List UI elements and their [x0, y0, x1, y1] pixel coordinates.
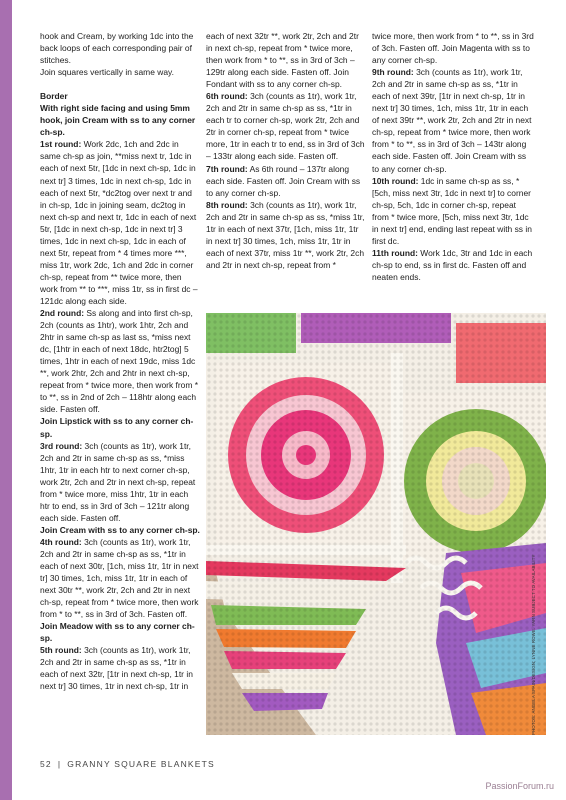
instruction-text: each of next 32tr **, work 2tr, 2ch and 2tr in next ch-sp, repeat from * twice more, then work from * to **, ss in 3rd of 3ch – 129tr along each side. Fasten off. Join Fondant with ss to any corner ch-sp. — [206, 31, 359, 90]
round-instruction — [206, 90, 366, 162]
round-label: 10th round: — [372, 175, 419, 186]
instruction-text: 3ch (counts as 1tr), work 1tr, 2ch and 2tr in same ch-sp as ss, *1tr in each tr to corner ch-sp, work 2tr, 2ch and 2tr in corner ch-sp, repeat from * twice more, 1tr in each tr to end, ss in 3rd of 3ch – 133tr along each side. Fasten off. — [206, 91, 365, 162]
round-label: 3rd round: — [40, 440, 83, 451]
instruction-paragraph — [40, 66, 200, 78]
instruction-text: 3ch (counts as 1tr), work 1tr, 2ch and 2tr in same ch-sp as ss, *miss 1tr, 1tr in each of next 37tr, [1ch, miss 1tr, 1tr in next tr] 30 times, 1ch, miss 1tr, 1tr in each of next 37tr, miss 1tr **, work 2tr, 2ch and 2tr in next ch-sp, repeat from * — [206, 199, 365, 270]
round-label: 11th round: — [372, 247, 418, 258]
round-label: 5th round: — [40, 645, 82, 656]
instruction-heading: Join Lipstick with ss to any corner ch-sp. — [40, 416, 194, 439]
instruction-text: 3ch (counts as 1tr), work 1tr, 2ch and 2tr in same ch-sp as ss, *1tr in each of next 39tr, [1tr in next ch-sp, 1tr in next tr] 30 times, 1ch, miss 1tr, 1tr in each of next 39tr **, work 2tr, 2ch and 2tr in next ch-sp, repeat from * twice more, then work from * to **, ss in 3rd of 3ch – 143tr along each side. Fasten off. Join Cream with ss to any corner ch-sp. — [372, 67, 532, 174]
photo-credit: PHOTOS: ANGELA SPAIN/DESIGN; LYNNE ROWE. YARN SUBJECT TO AVAILABILITY — [531, 554, 536, 735]
round-instruction — [40, 440, 200, 524]
page-footer — [40, 759, 215, 769]
instruction-text: 1dc in same ch-sp as ss, *[5ch, miss next 3tr, 1dc in next tr] to corner ch-sp, 5ch, 1dc in corner ch-sp, repeat from * twice more, [5ch, miss next 3tr, 1dc in next tr] end, ending last repeat with ss in first dc. — [372, 175, 532, 246]
side-color-bar — [0, 0, 12, 800]
instruction-heading: Join Meadow with ss to any corner ch-sp. — [40, 621, 195, 644]
instruction-text: Work 1dc, 3tr and 1dc in each ch-sp to end, ss in first dc. Fasten off and neaten ends. — [372, 247, 533, 282]
round-label: 1st round: — [40, 139, 82, 150]
instruction-text: twice more, then work from * to **, ss in 3rd of 3ch. Fasten off. Join Magenta with ss to any corner ch-sp. — [372, 31, 534, 66]
crochet-blanket-photo — [206, 313, 546, 735]
instruction-text: 3ch (counts as 1tr), work 1tr, 2ch and 2tr in same ch-sp as ss, *1tr in each of next 30tr, [1ch, miss 1tr, 1tr in next tr] 30 times, 1ch, miss 1tr, 1tr in each of next 30tr **, work 2tr, 2ch and 2tr in next ch-sp, repeat from * twice more, then work from * to **, ss in 3rd of 3ch. Fasten off. — [40, 536, 199, 620]
round-label: 9th round: — [372, 67, 414, 78]
round-instruction — [372, 66, 534, 174]
instruction-text: As 6th round – 137tr along each side. Fasten off. Join Cream with ss to any corner ch-sp. — [206, 163, 361, 198]
round-instruction — [40, 138, 200, 307]
text-column-2 — [206, 30, 366, 271]
instruction-text: 3ch (counts as 1tr), work 1tr, 2ch and 2tr in same ch-sp as ss, *miss 1htr, 1tr in each htr to next corner ch-sp, work 2tr, 2ch and 2tr in next ch-sp, repeat from * twice more, miss 1htr, 1tr in each htr to end, ss in 3rd of 3ch – 121tr along each side. Fasten off. — [40, 440, 196, 523]
instruction-heading: With right side facing and using 5mm hook, join Cream with ss to any corner ch-sp. — [40, 103, 196, 138]
round-instruction — [40, 536, 200, 620]
paragraph-gap — [40, 78, 200, 90]
round-instruction — [372, 247, 534, 283]
round-label: 4th round: — [40, 536, 82, 547]
instruction-heading: Border — [40, 91, 68, 102]
text-column-1 — [40, 30, 200, 693]
instruction-text: hook and Cream, by working 1dc into the back loops of each corresponding pair of stitches. — [40, 31, 194, 66]
section-title: GRANNY SQUARE BLANKETS — [67, 759, 215, 769]
instruction-heading: Join Cream with ss to any corner ch-sp. — [40, 524, 200, 535]
instruction-paragraph — [40, 30, 200, 66]
round-instruction — [206, 199, 366, 271]
round-instruction — [40, 644, 200, 692]
instruction-text: Work 2dc, 1ch and 2dc in same ch-sp as join, **miss next tr, 1dc in each of next 5tr, [1dc in next ch-sp, 1dc in next tr] 3 times, 1dc in next ch-sp, 1dc in each of next 5tr, *dc2tog over next tr and in ch-sp, 1dc in joining seam, dc2tog in next ch-sp and next tr, 1dc in each of next 5tr, [1dc in next ch-sp, 1dc in next tr] 3 times, 1dc in next ch-sp, 1dc in each of next 5tr, repeat from * 4 times more ***, miss 1tr, work 2dc, 1ch and 2dc in corner ch-sp, repeat from ** twice more, then work from ** to ***, miss 1tr, ss in first dc – 121dc along each side. — [40, 139, 198, 306]
round-label: 6th round: — [206, 91, 248, 102]
instruction-text: Ss along and into first ch-sp, 2ch (counts as 1htr), work 1htr, 2ch and 2htr in same ch-sp as last ss, *miss next dc, [1htr in each of next 18dc, htr2tog] 5 times, 1htr in each of next 19dc, miss 1dc **, work 2htr, 2ch and 2htr in next ch-sp, repeat from * twice more, then work from * to **, ss in 2nd of 2ch – 118htr along each side. Fasten off. — [40, 308, 199, 415]
round-instruction — [206, 163, 366, 199]
page-number: 52 — [40, 759, 52, 769]
instruction-paragraph — [372, 30, 534, 66]
round-label: 7th round: — [206, 163, 248, 174]
text-column-3 — [372, 30, 534, 283]
round-instruction — [372, 175, 534, 247]
instruction-paragraph — [206, 30, 366, 90]
instruction-text: 3ch (counts as 1tr), work 1tr, 2ch and 2tr in same ch-sp as ss, *1tr in each of next 32tr, [1tr in next ch-sp, 1tr in next tr] 30 times, 1tr in next ch-sp, 1tr in — [40, 645, 193, 692]
round-label: 2nd round: — [40, 308, 85, 319]
round-instruction — [40, 307, 200, 415]
watermark: PassionForum.ru — [485, 781, 554, 791]
round-label: 8th round: — [206, 199, 248, 210]
footer-separator: | — [57, 759, 62, 769]
instruction-text: Join squares vertically in same way. — [40, 67, 174, 78]
